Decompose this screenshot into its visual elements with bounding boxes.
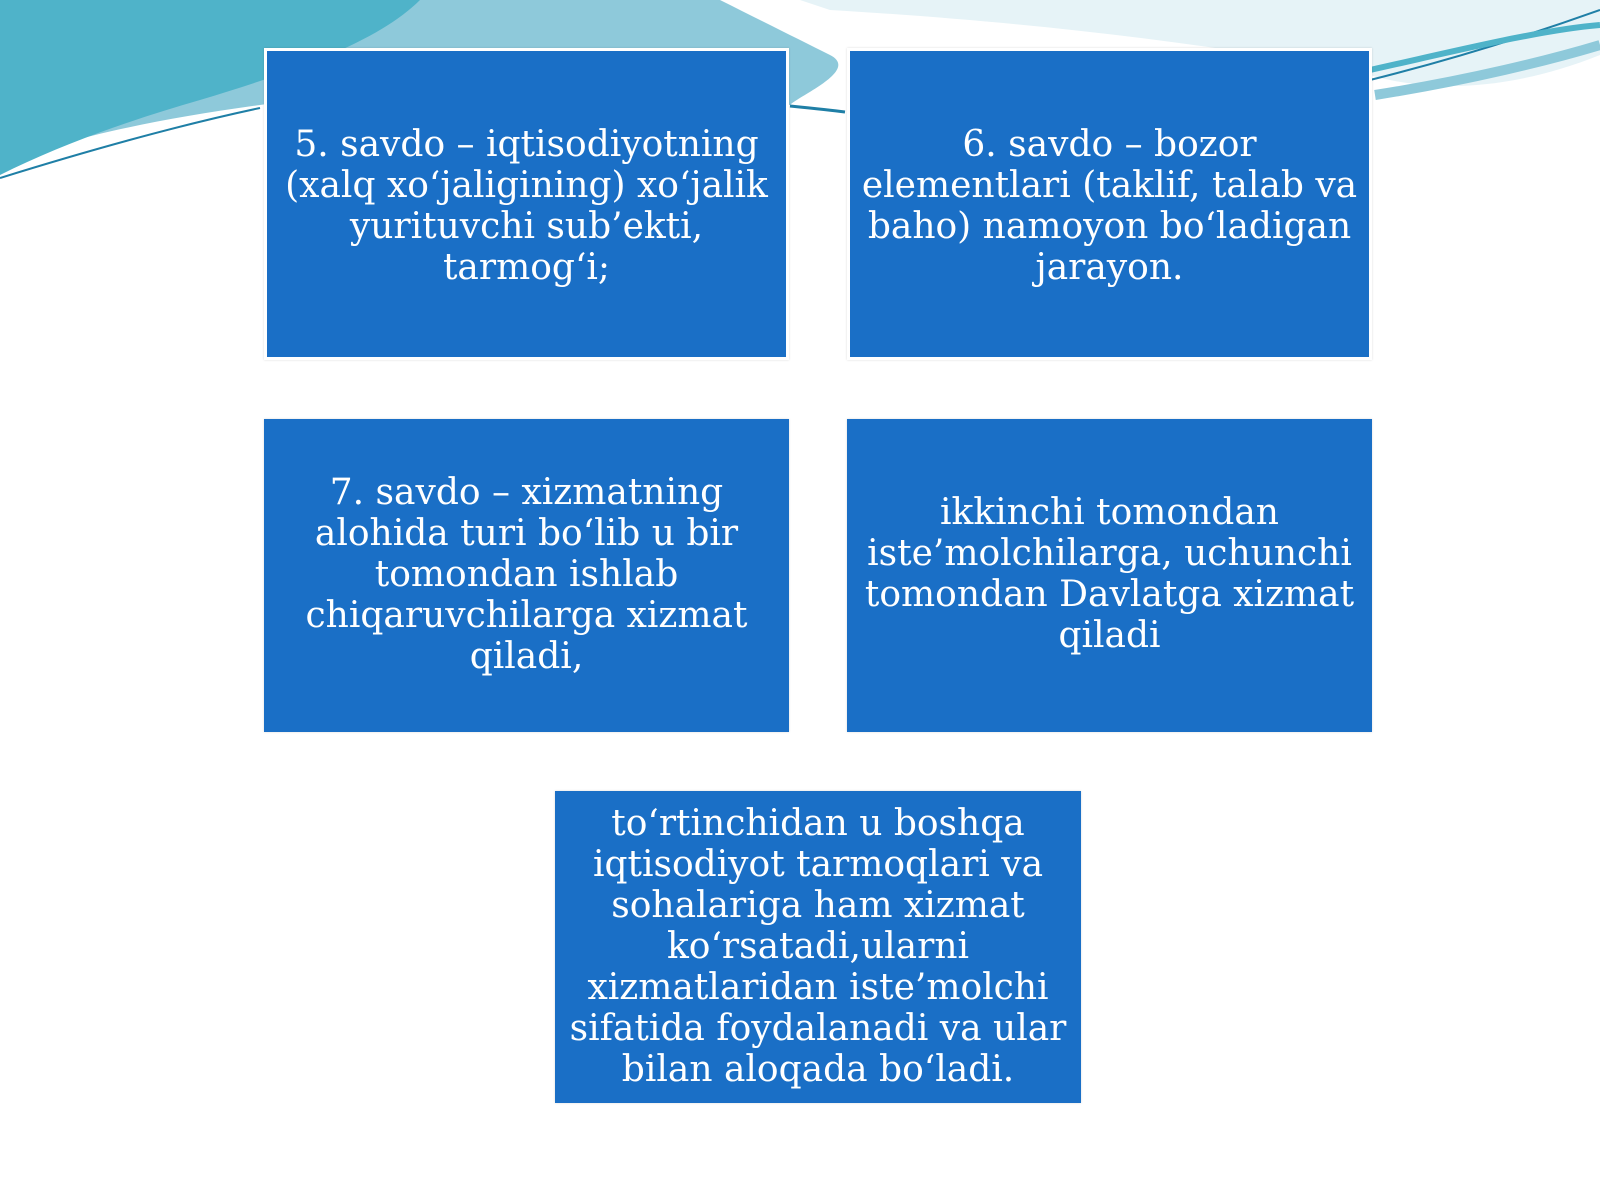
info-box-5: 5. savdo – iqtisodiyotning (xalq xo‘jaligining) xo‘jalik yurituvchi sub’ekti, tarmog‘i; [264, 48, 789, 360]
info-box-8: ikkinchi tomondan iste’molchilarga, uchunchi tomondan Davlatga xizmat qiladi [847, 419, 1372, 732]
info-box-7: 7. savdo – xizmatning alohida turi bo‘lib u bir tomondan ishlab chiqaruvchilarga xizmat qiladi, [264, 419, 789, 732]
info-box-9: to‘rtinchidan u boshqa iqtisodiyot tarmoqlari va sohalariga ham xizmat ko‘rsatadi,ularni xizmatlaridan iste’molchi sifatida foydalanadi va ular bilan aloqada bo‘ladi. [555, 791, 1081, 1103]
info-box-6: 6. savdo – bozor elementlari (taklif, talab va baho) namoyon bo‘ladigan jarayon. [847, 48, 1372, 360]
